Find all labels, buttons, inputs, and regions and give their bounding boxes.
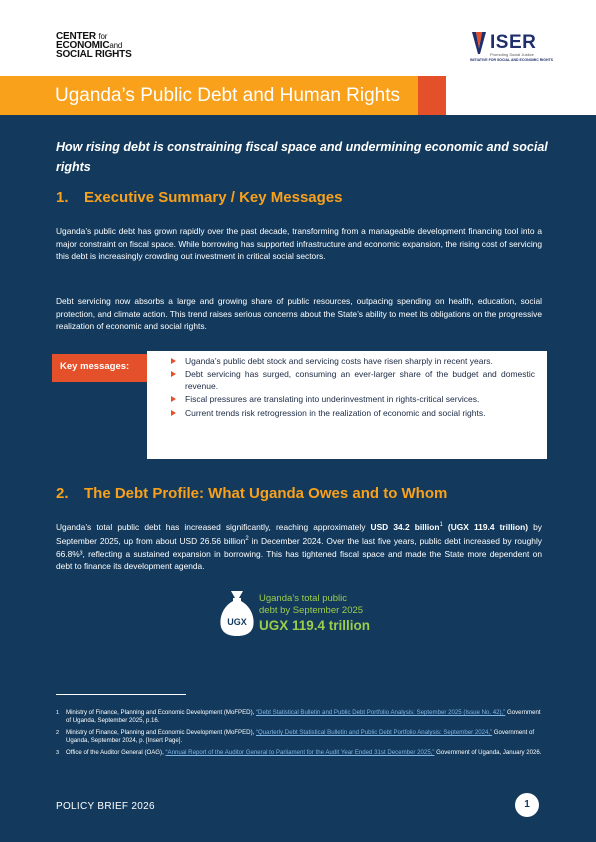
key-messages-box (147, 351, 547, 459)
footnote-number: 1 (56, 710, 60, 716)
footnote-1 (56, 709, 542, 725)
key-message-text: Current trends risk retrogression in the realization of economic and social rights. (185, 407, 486, 418)
executive-summary-para-1: Uganda’s public debt has grown rapidly over the past decade, transforming from a manageable development financing tool into a major constraint on fiscal space. While borrowing has supported infrastructure and economic expansion, the rising cost of servicing this debt is increasingly crowding out investment in critical social sectors. (56, 226, 542, 262)
callout-line-2: debt by September 2025 (259, 605, 364, 616)
debt-profile-text-b: by September 2025, up from about USD 26.56 billion (56, 521, 542, 547)
footnote-post: Government of Uganda, September 2024, p. [Insert Page]. (66, 729, 535, 745)
debt-callout (259, 593, 409, 634)
debt-profile-paragraph (56, 519, 542, 573)
footnote-text (56, 749, 542, 757)
section-1-title: Executive Summary / Key Messages (84, 189, 343, 206)
key-message-item (171, 408, 535, 419)
footnote-pre: Office of the Auditor General (OAG), (66, 749, 166, 756)
footnote-link[interactable]: “Quarterly Debt Statistical Bulletin and Public Debt Portfolio Analysis: September 2024,” (256, 729, 493, 736)
iser-tagline: Promoting Social Justice (490, 52, 534, 57)
key-messages-list (171, 356, 535, 419)
debt-profile-text-a: Uganda’s total public debt has increased significantly, reaching approximately (56, 521, 371, 532)
callout-line-1: Uganda’s total public (259, 593, 348, 604)
footnote-number: 2 (56, 730, 60, 736)
key-message-text: Debt servicing has surged, consuming an ever-larger share of the budget and domestic revenue. (185, 369, 535, 391)
title-banner (0, 76, 418, 115)
page-number: 1 (515, 793, 539, 817)
arrow-bullet-icon (171, 410, 176, 416)
arrow-bullet-icon (171, 358, 176, 364)
section-1-heading (56, 189, 342, 206)
cesr-logo-line1: CENTER (56, 31, 96, 42)
debt-profile-text-c: in December 2024. Over the last five years, public debt increased by roughly 66.8%³, reflecting a sustained expansion in borrowing. This has tightened fiscal space and made the State more dependent on debt to finance its development agenda. (56, 536, 542, 572)
footnote-ref-2: 2 (245, 536, 249, 543)
cesr-logo-and: and (109, 41, 123, 50)
arrow-bullet-icon (171, 396, 176, 402)
footnote-text (56, 729, 542, 745)
key-message-item (171, 394, 535, 405)
iser-mark-icon (470, 30, 488, 56)
debt-ugx-value: (UGX 119.4 trillion) (442, 521, 528, 532)
footnote-divider (56, 694, 186, 695)
executive-summary-para-2: Debt servicing now absorbs a large and growing share of public resources, outpacing spending on health, education, social protection, and climate action. This trend raises serious concerns about the State’s ability to meet its obligations on the progressive realization of economic and social rights. (56, 296, 542, 332)
brief-subtitle: How rising debt is constraining fiscal space and undermining economic and social rights (56, 140, 548, 174)
section-2-number: 2. (56, 485, 69, 502)
footnote-link[interactable]: “Annual Report of the Auditor General to Parliament for the Audit Year Ended 31st December 2025,” (165, 749, 435, 756)
key-message-text: Fiscal pressures are translating into underinvestment in rights-critical services. (185, 394, 480, 405)
section-2-heading (56, 485, 447, 502)
money-bag-icon (218, 589, 256, 637)
footnote-post: Government of Uganda, January 2026. (434, 749, 542, 756)
main-content (0, 115, 596, 842)
bag-label: UGX (227, 617, 247, 627)
cesr-logo-line2: ECONOMIC (56, 40, 110, 51)
title-accent-strip (418, 76, 446, 115)
iser-full-name: INITIATIVE FOR SOCIAL AND ECONOMIC RIGHTS (470, 58, 553, 62)
page-title: Uganda’s Public Debt and Human Rights (55, 85, 401, 106)
footer-label: POLICY BRIEF 2026 (56, 801, 155, 812)
section-2-title: The Debt Profile: What Uganda Owes and to Whom (84, 485, 448, 502)
cesr-logo-for: for (98, 32, 108, 41)
footnote-text (56, 709, 542, 725)
key-message-text: Uganda’s public debt stock and servicing costs have risen sharply in recent years. (185, 356, 493, 366)
footnote-pre: Ministry of Finance, Planning and Economic Development (MoFPED), (66, 729, 257, 736)
footnote-pre: Ministry of Finance, Planning and Economic Development (MoFPED), (66, 709, 257, 716)
arrow-bullet-icon (171, 371, 176, 377)
footnote-2 (56, 729, 542, 745)
footnote-ref-1: 1 (439, 522, 443, 528)
debt-usd-value: USD 34.2 billion (370, 521, 440, 532)
key-message-item (171, 369, 535, 392)
footnote-3 (56, 749, 542, 757)
key-messages-label: Key messages: (52, 354, 147, 382)
cesr-logo-line3: SOCIAL RIGHTS (56, 49, 132, 60)
section-1-number: 1. (56, 189, 69, 206)
footnote-post: Government of Uganda, September 2025, p.16. (66, 709, 541, 725)
callout-value: UGX 119.4 trillion (259, 618, 371, 633)
iser-wordmark: ISER (490, 32, 537, 53)
iser-logo (470, 30, 560, 70)
page-header (0, 0, 596, 120)
cesr-logo (56, 32, 132, 59)
footnote-number: 3 (56, 750, 60, 756)
footnote-link[interactable]: “Debt Statistical Bulletin and Public Debt Portfolio Analysis: September 2025 (Issue No. 42),” (256, 709, 506, 716)
key-message-item (171, 356, 535, 367)
